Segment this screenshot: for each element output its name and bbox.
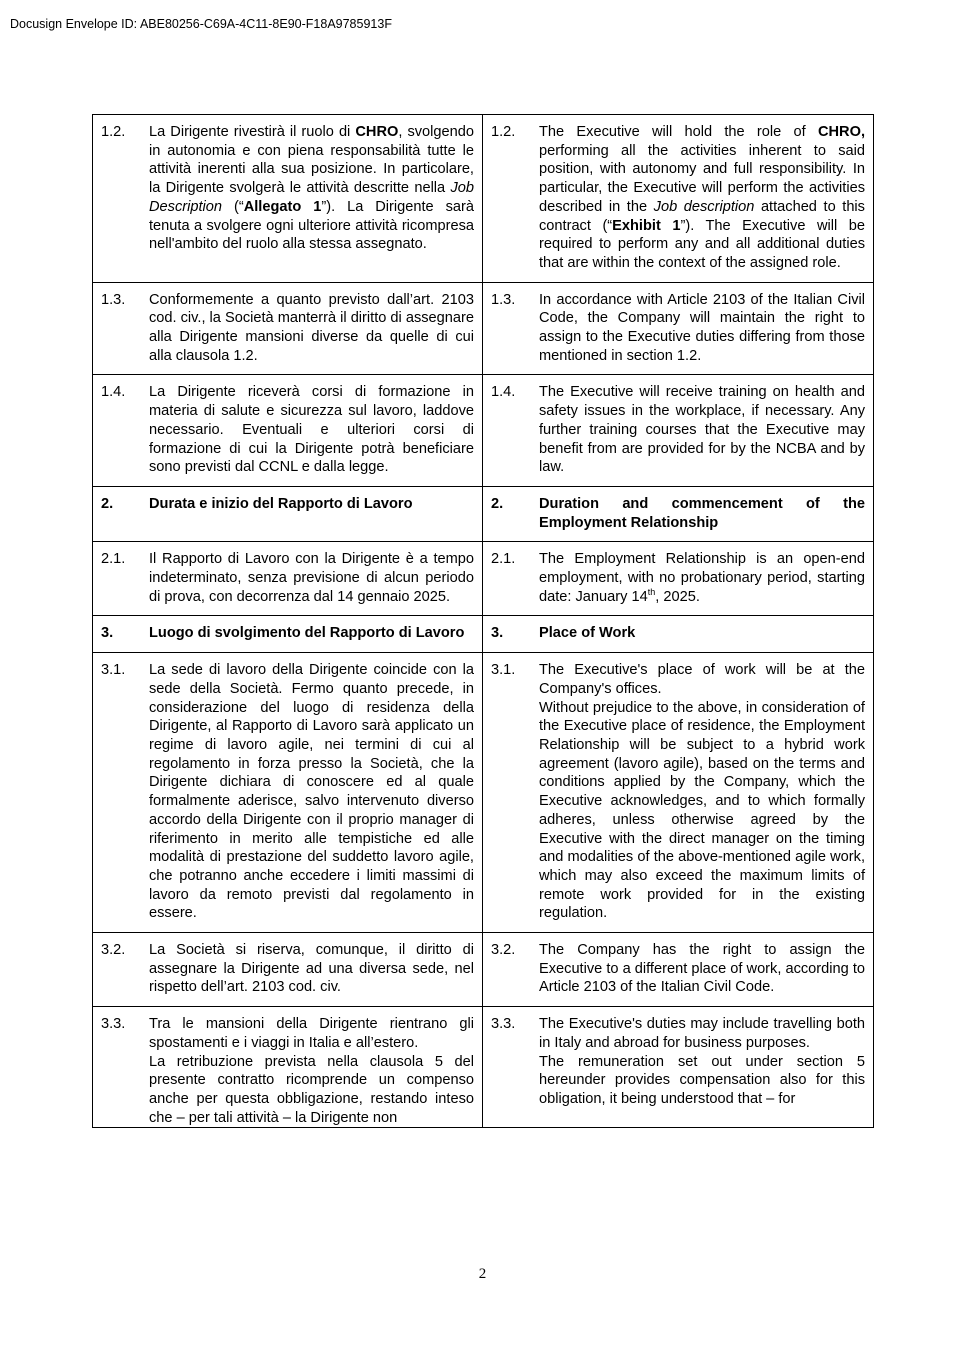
text-fragment: ”). The Executive will be required to perform any and all additional duties that are within the context of the assigned role. (539, 217, 865, 271)
section-heading (149, 495, 474, 514)
text-fragment: The Executive's duties may include travelling both in Italy and abroad for business purposes. (539, 1016, 865, 1051)
text-fragment: La Società si riserva, comunque, il diritto di assegnare la Dirigente ad una diversa sede, nel rispetto dell’art. 2103 cod. civ. (149, 942, 474, 996)
text-fragment: Job Description (149, 180, 474, 215)
text-fragment: La Dirigente riceverà corsi di formazione in materia di salute e sicurezza sul lavoro, laddove necessario. Eventuali e ulteriori corsi di formazione di cui la Dirigente potrà beneficiare sono previsti dal CCNL e dalla legge. (149, 384, 474, 476)
clause-number: 3. (491, 625, 504, 642)
text-fragment: CHRO (355, 124, 399, 140)
text-fragment: CHRO, (817, 124, 865, 140)
clause-text (539, 1015, 865, 1109)
italian-clause-cell (93, 542, 483, 616)
clause-row (93, 653, 874, 933)
clause-text (149, 123, 474, 254)
clause-number: 3.2. (491, 942, 516, 959)
clause-number: 1.4. (491, 384, 516, 401)
clause-number: 1.2. (101, 124, 126, 140)
text-fragment: The Executive's place of work will be at the Company's offices. (539, 662, 865, 697)
clause-text (539, 661, 865, 923)
clause-text (539, 550, 865, 606)
clause-row (93, 1007, 874, 1128)
italian-clause-cell (93, 375, 483, 487)
section-heading (539, 495, 865, 532)
italian-clause-cell (93, 653, 483, 933)
page-number: 2 (478, 1266, 487, 1282)
text-fragment: The Executive will receive training on health and safety issues in the workplace, if necessary. Any further training courses that the Executive may benefit from are provided for by the NCBA and by law. (539, 384, 865, 476)
italian-clause-cell (93, 115, 483, 283)
text-fragment: The Company has the right to assign the Executive to a different place of work, according to Article 2103 of the Italian Civil Code. (539, 942, 865, 996)
text-fragment: Conformemente a quanto previsto dall’art. 2103 cod. civ., la Società manterrà il diritto di assegnare alla Dirigente mansioni diverse da quelle di cui alla clausola 1.2. (149, 291, 474, 364)
text-fragment: La retribuzione prevista nella clausola 5 del presente contratto ricomprende un compenso anche per questa obbligazione, restando inteso che – per tali attività – la Dirigente non (149, 1053, 474, 1126)
text-fragment: attached to this contract (“ (539, 198, 865, 234)
text-fragment: La sede di lavoro della Dirigente coincide con la sede della Società. Fermo quanto precede, in considerazione del luogo di residenza della Dirigente, al Rapporto di Lavoro sarà applicato un regime di lavoro agile, nei termini di cui al regolamento in forza presso la Società, che la Dirigente dichiara di conoscere ed al quale formalmente aderisce, salvo intervenuto diverso accordo della Dirigente con il proprio manager di riferimento in merito alle tempistiche ed alle modalità di prestazione del suddetto lavoro agile, che potranno anche eccedere i limiti massimi di lavoro da remoto previsti dal regolamento in essere. (149, 662, 474, 922)
clause-number: 1.4. (101, 384, 126, 401)
text-fragment: , svolgendo in autonomia e con piena responsabilità tutte le attività inerenti alla sua posizione. In particolare, la Dirigente svolgerà le attività descritte nella (149, 124, 474, 197)
envelope-id: Docusign Envelope ID: ABE80256-C69A-4C11-8E90-F18A9785913F (10, 17, 392, 31)
english-clause-cell (483, 542, 874, 616)
clause-number: 2.1. (491, 551, 516, 568)
clause-text (149, 661, 474, 923)
clause-row (93, 933, 874, 1007)
clause-number: 1.3. (491, 291, 516, 308)
text-fragment: Job description (653, 198, 755, 215)
clause-text (539, 383, 865, 477)
text-fragment: (“ (222, 198, 244, 215)
section-heading (149, 624, 474, 643)
text-fragment: Allegato 1 (243, 198, 322, 215)
text-fragment: performing all the activities inherent to said position, with autonomy and full responsibility. In particular, the Executive will perform the activities described in the (539, 142, 865, 215)
clause-row (93, 115, 874, 283)
section-heading-row (93, 486, 874, 541)
text-fragment: The Executive will hold the role of (539, 124, 818, 140)
clause-row (93, 375, 874, 487)
clause-text (539, 123, 865, 273)
text-fragment: th (647, 586, 656, 597)
text-fragment: In accordance with Article 2103 of the Italian Civil Code, the Company will maintain the right to assign to the Executive duties differing from those mentioned in section 1.2. (539, 291, 865, 364)
italian-clause-cell (93, 282, 483, 375)
italian-clause-cell (93, 1007, 483, 1128)
section-heading-row (93, 616, 874, 653)
italian-clause-cell (93, 486, 483, 541)
clause-text (149, 291, 474, 366)
clause-text (539, 941, 865, 997)
text-fragment: Tra le mansioni della Dirigente rientrano gli spostamenti e i viaggi in Italia e all’estero. (149, 1016, 474, 1051)
section-heading (539, 624, 865, 643)
text-fragment: Il Rapporto di Lavoro con la Dirigente è a tempo indeterminato, senza previsione di alcun periodo di prova, con decorrenza dal 14 gennaio 2025. (149, 551, 474, 605)
text-fragment: Luogo di svolgimento del Rapporto di Lavoro (149, 625, 465, 642)
italian-clause-cell (93, 933, 483, 1007)
english-clause-cell (483, 616, 874, 653)
english-clause-cell (483, 1007, 874, 1128)
text-fragment: Durata e inizio del Rapporto di Lavoro (149, 495, 413, 512)
clause-row (93, 282, 874, 375)
english-clause-cell (483, 115, 874, 283)
text-fragment: , 2025. (655, 588, 700, 605)
clause-number: 3.3. (101, 1016, 126, 1033)
contract-table (92, 114, 874, 1128)
clause-number: 2. (491, 495, 504, 512)
text-fragment: ”). La Dirigente sarà tenuta a svolgere ogni ulteriore attività ricompresa nell'ambito del ruolo alla stessa assegnato. (149, 198, 475, 253)
clause-number: 3.2. (101, 942, 126, 959)
clause-number: 2. (101, 495, 114, 512)
text-fragment: The Employment Relationship is an open-end employment, with no probationary period, starting date: January 14 (539, 551, 865, 605)
clause-text (149, 383, 474, 477)
english-clause-cell (483, 653, 874, 933)
clause-text (149, 941, 474, 997)
text-fragment: Place of Work (539, 625, 636, 642)
clause-number: 1.2. (491, 124, 516, 140)
clause-number: 3.1. (101, 662, 126, 679)
clause-text (149, 1015, 474, 1127)
text-fragment: Exhibit 1 (612, 217, 681, 234)
clause-text (149, 550, 474, 606)
clause-number: 3. (101, 625, 114, 642)
text-fragment: La Dirigente rivestirà il ruolo di (149, 124, 356, 140)
clause-number: 2.1. (101, 551, 126, 568)
clause-number: 1.3. (101, 291, 126, 308)
text-fragment: The remuneration set out under section 5 hereunder provides compensation also for this obligation, it being understood that – for (539, 1053, 865, 1107)
clause-text (539, 291, 865, 366)
english-clause-cell (483, 375, 874, 487)
english-clause-cell (483, 282, 874, 375)
english-clause-cell (483, 486, 874, 541)
text-fragment: Without prejudice to the above, in consideration of the Executive place of residence, the Employment Relationship will be subject to a hybrid work agreement (lavoro agile), based on the terms and conditions applied by the Company, which the Executive acknowledges, and to which formally adheres, unless otherwise agreed by the Executive with the direct manager on the timing and modalities of the above-mentioned agile work, which may also exceed the maximum limits of remote work provided for in the existing regulation. (539, 699, 865, 922)
text-fragment: Duration and commencement of the Employment Relationship (539, 495, 865, 531)
clause-row (93, 542, 874, 616)
english-clause-cell (483, 933, 874, 1007)
clause-number: 3.3. (491, 1016, 516, 1033)
clause-number: 3.1. (491, 662, 516, 679)
italian-clause-cell (93, 616, 483, 653)
